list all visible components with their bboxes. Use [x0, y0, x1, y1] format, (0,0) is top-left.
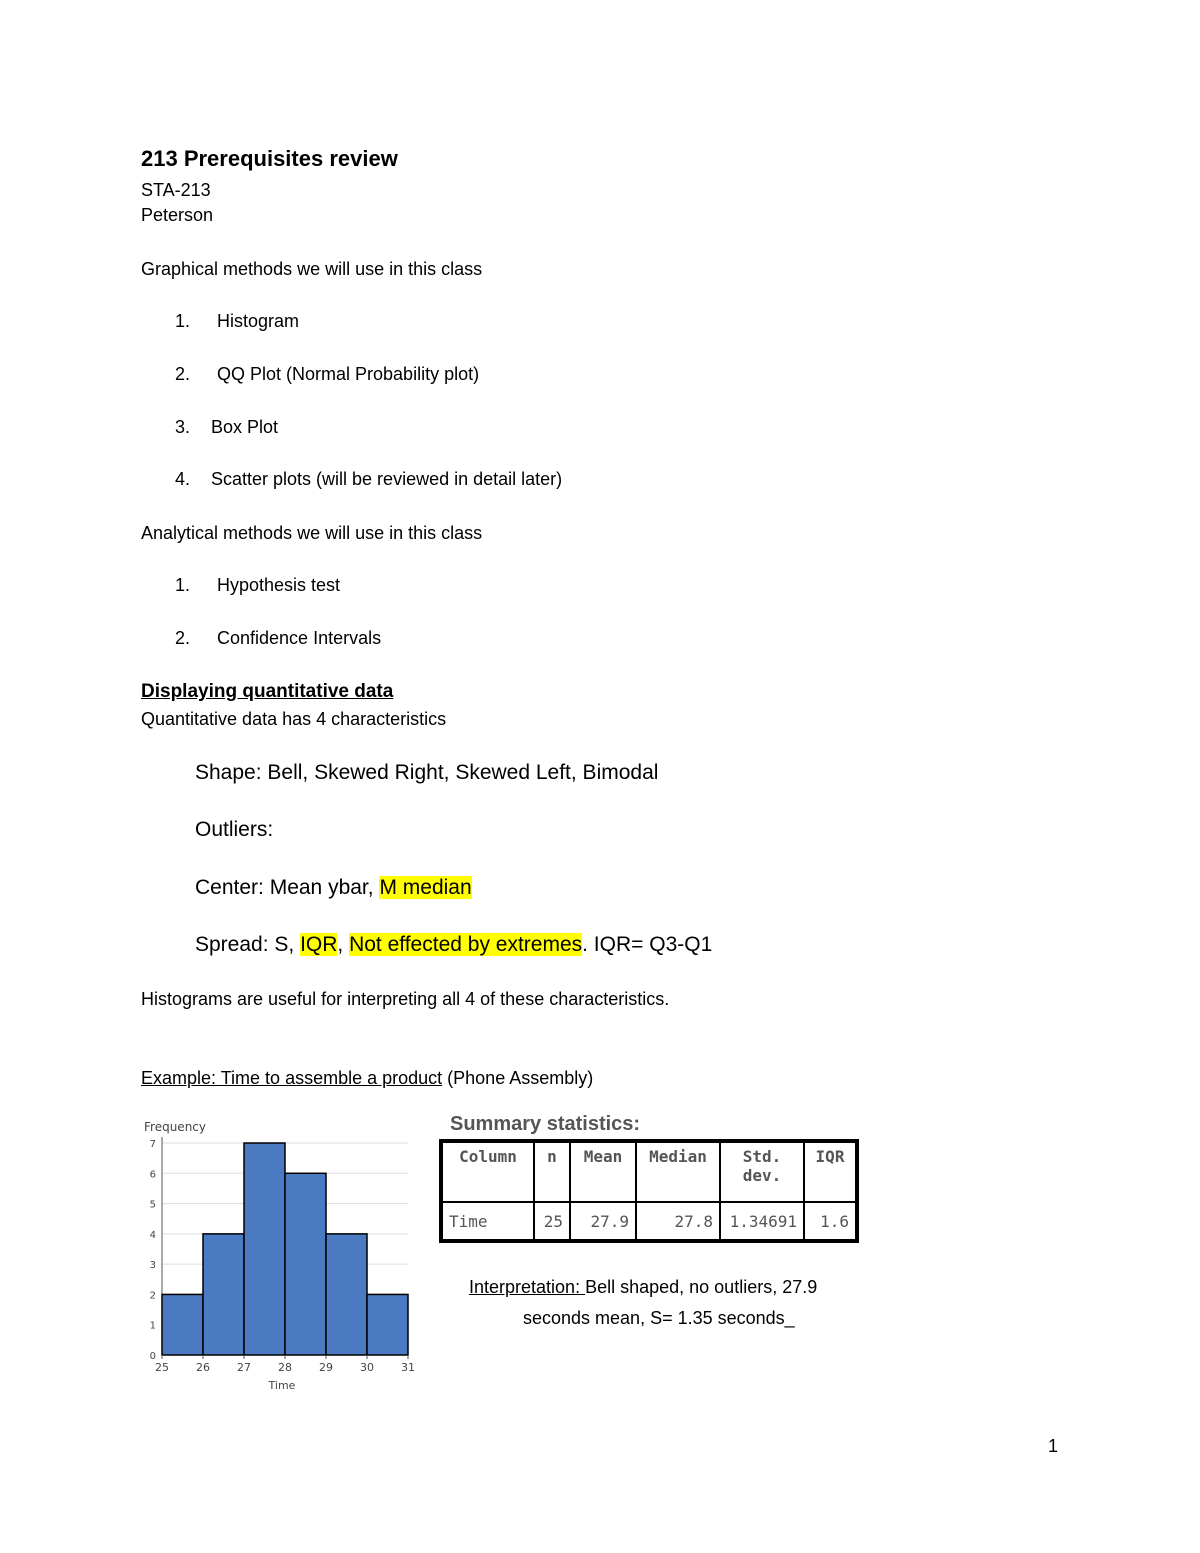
- list-number: 2.: [175, 628, 191, 648]
- table-cell: Time: [443, 1203, 533, 1239]
- y-tick-label: 4: [149, 1229, 156, 1241]
- column-header: Column: [443, 1143, 533, 1201]
- list-item: [175, 417, 278, 438]
- spread-prefix: Spread: S,: [195, 933, 301, 956]
- y-ticks: [150, 1139, 156, 1362]
- interpretation-text: Bell shaped, no outliers, 27.9: [585, 1277, 818, 1297]
- histogram-chart: [140, 1115, 420, 1395]
- section-intro: Quantitative data has 4 characteristics: [141, 709, 447, 729]
- x-tick-label: 30: [360, 1361, 374, 1374]
- bars: [162, 1143, 408, 1355]
- x-ticks: [155, 1355, 415, 1374]
- course-code: STA-213: [141, 180, 211, 200]
- analytical-methods-heading: Analytical methods we will use in this class: [141, 523, 483, 543]
- column-header: Std. dev.: [721, 1143, 803, 1201]
- spread-suffix: . IQR= Q3-Q1: [582, 933, 713, 956]
- histogram-bar: [203, 1234, 244, 1355]
- list-text: Hypothesis test: [217, 575, 341, 595]
- x-tick-label: 28: [278, 1361, 292, 1374]
- interpretation-label: Interpretation:: [469, 1277, 586, 1297]
- list-text: Scatter plots (will be reviewed in detail later): [211, 469, 563, 489]
- x-axis-label: Time: [268, 1379, 296, 1392]
- table-row: [443, 1203, 855, 1239]
- page-number: 1: [1048, 1436, 1059, 1456]
- y-axis-label: Frequency: [144, 1120, 206, 1134]
- center-line: [195, 876, 472, 900]
- center-prefix: Center: Mean ybar,: [195, 876, 380, 899]
- table-cell: 25: [535, 1203, 569, 1239]
- section-heading: Displaying quantitative data: [141, 681, 394, 702]
- table-header-row: [443, 1143, 855, 1201]
- x-tick-label: 29: [319, 1361, 333, 1374]
- y-tick-label: 0: [149, 1351, 156, 1362]
- list-item: [175, 311, 299, 332]
- table-cell: 1.6: [805, 1203, 855, 1239]
- histograms-note: Histograms are useful for interpreting all 4 of these characteristics.: [141, 989, 670, 1009]
- list-item: [175, 628, 381, 649]
- list-item: [175, 469, 562, 490]
- shape-line: Shape: Bell, Skewed Right, Skewed Left, Bimodal: [195, 761, 659, 784]
- spread-highlight-extremes: Not effected by extremes: [349, 933, 583, 956]
- list-text: Histogram: [217, 311, 300, 331]
- list-number: 3.: [175, 417, 191, 437]
- y-tick-label: 7: [149, 1139, 156, 1150]
- spread-line: [195, 933, 712, 957]
- y-tick-label: 6: [149, 1169, 156, 1181]
- graphical-methods-heading: Graphical methods we will use in this class: [141, 259, 483, 279]
- example-suffix: (Phone Assembly): [442, 1068, 594, 1088]
- example-title: Time to assemble a product: [216, 1068, 443, 1088]
- spread-separator: ,: [337, 933, 350, 956]
- outliers-line: Outliers:: [195, 818, 274, 841]
- x-tick-label: 25: [155, 1361, 169, 1374]
- list-text: QQ Plot (Normal Probability plot): [217, 364, 480, 384]
- list-number: 4.: [175, 469, 191, 489]
- column-header: IQR: [805, 1143, 855, 1201]
- histogram-bar: [326, 1234, 367, 1355]
- x-tick-label: 31: [401, 1361, 415, 1374]
- instructor-name: Peterson: [141, 205, 214, 225]
- column-header: Median: [637, 1143, 719, 1201]
- summary-stats-title: Summary statistics:: [450, 1113, 641, 1135]
- spread-highlight-iqr: IQR: [300, 933, 338, 956]
- histogram-bar: [285, 1173, 326, 1355]
- summary-stats-table: [439, 1139, 859, 1243]
- list-number: 2.: [175, 364, 191, 384]
- list-number: 1.: [175, 311, 191, 331]
- table-cell: 1.34691: [721, 1203, 803, 1239]
- histogram-bar: [162, 1294, 203, 1355]
- page-title: 213 Prerequisites review: [141, 146, 398, 171]
- column-header: n: [535, 1143, 569, 1201]
- example-label: Example:: [141, 1068, 217, 1088]
- y-tick-label: 3: [149, 1260, 156, 1272]
- center-highlight: M median: [379, 876, 472, 899]
- y-tick-label: 2: [149, 1290, 156, 1302]
- histogram-bar: [244, 1143, 285, 1355]
- list-text: Box Plot: [211, 417, 279, 437]
- interpretation-line-2: seconds mean, S= 1.35 seconds_: [523, 1308, 795, 1328]
- interpretation-line-1: [469, 1277, 817, 1298]
- x-tick-label: 27: [237, 1361, 251, 1374]
- histogram-bar: [367, 1294, 408, 1355]
- y-tick-label: 5: [149, 1199, 156, 1211]
- column-header: Mean: [571, 1143, 635, 1201]
- table-cell: 27.8: [637, 1203, 719, 1239]
- table-cell: 27.9: [571, 1203, 635, 1239]
- example-heading: [141, 1068, 593, 1089]
- y-tick-label: 1: [149, 1320, 156, 1332]
- list-text: Confidence Intervals: [217, 628, 382, 648]
- list-item: [175, 575, 340, 596]
- list-item: [175, 364, 479, 385]
- list-number: 1.: [175, 575, 191, 595]
- x-tick-label: 26: [196, 1361, 210, 1374]
